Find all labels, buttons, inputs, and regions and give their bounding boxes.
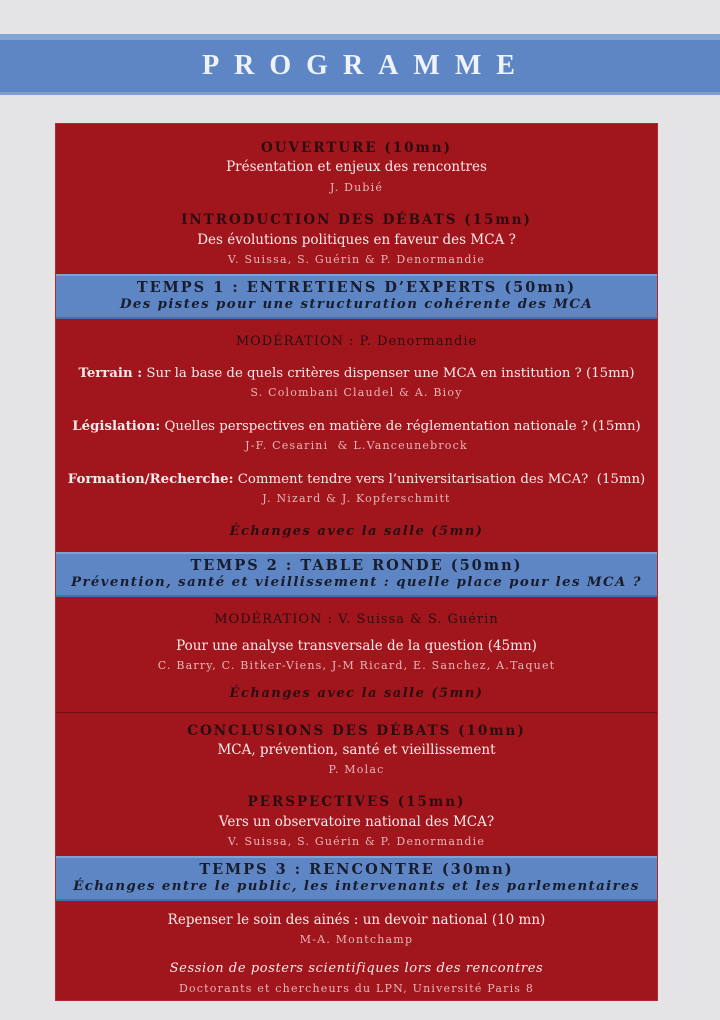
conclusions-heading: CONCLUSIONS DES DÉBATS (10mn): [187, 723, 526, 739]
temps2-moderation: MODÉRATION : V. Suissa & S. Guérin: [214, 612, 499, 627]
introduction-title: Des évolutions politiques en faveur des MCA ?: [197, 232, 516, 248]
temps1-title: TEMPS 1 : ENTRETIENS D’EXPERTS (50mn): [136, 279, 577, 296]
talk-text: Quelles perspectives en matière de réglementation nationale ? (15mn): [160, 419, 641, 434]
temps2-title: TEMPS 2 : TABLE RONDE (50mn): [190, 557, 523, 574]
conclusions-speakers: P. Molac: [328, 763, 385, 776]
perspectives-speakers: V. Suissa, S. Guérin & P. Denormandie: [227, 835, 486, 848]
temps1-terrain-speakers: S. Colombani Claudel & A. Bioy: [250, 386, 463, 399]
temps2-exchange: Échanges avec la salle (5mn): [229, 686, 484, 701]
page-title: PROGRAMME: [202, 50, 530, 81]
introduction-heading: INTRODUCTION DES DÉBATS (15mn): [181, 212, 532, 228]
poster-session-speakers: Doctorants et chercheurs du LPN, Université Paris 8: [178, 982, 535, 995]
temps2-bar: [56, 552, 657, 597]
opening-heading: OUVERTURE (10mn): [261, 140, 452, 156]
temps1-subtitle: Des pistes pour une structuration cohérente des MCA: [119, 297, 594, 312]
introduction-speakers: V. Suissa, S. Guérin & P. Denormandie: [227, 253, 486, 266]
temps1-formation-speakers: J. Nizard & J. Kopferschmitt: [262, 492, 451, 505]
talk-label: Législation:: [72, 419, 161, 434]
program-panel: [55, 123, 658, 1001]
opening-speakers: J. Dubié: [329, 181, 384, 194]
talk-label: Formation/Recherche:: [67, 472, 234, 487]
talk-label: Terrain :: [78, 366, 143, 381]
temps1-bar: [56, 274, 657, 319]
temps3-talk: Repenser le soin des ainés : un devoir national (10 mn): [167, 912, 546, 928]
opening-title: Présentation et enjeux des rencontres: [226, 159, 487, 175]
temps3-title: TEMPS 3 : RENCONTRE (30mn): [199, 861, 514, 878]
perspectives-title: Vers un observatoire national des MCA?: [218, 814, 495, 830]
temps1-talk-legislation: [56, 419, 657, 434]
temps1-talk-terrain: [56, 366, 657, 381]
section-divider: [56, 712, 657, 713]
temps2-speakers: C. Barry, C. Bitker-Viens, J-M Ricard, E. Sanchez, A.Taquet: [157, 659, 556, 672]
temps1-talk-formation: [56, 472, 657, 487]
temps3-subtitle: Échanges entre le public, les intervenants et les parlementaires: [73, 879, 640, 894]
temps3-speakers: M-A. Montchamp: [299, 933, 414, 946]
poster-session: Session de posters scientifiques lors des rencontres: [169, 961, 544, 976]
temps3-bar: [56, 856, 657, 901]
perspectives-heading: PERSPECTIVES (15mn): [247, 794, 466, 810]
temps1-legislation-speakers: J-F. Cesarini & L.Vanceunebrock: [245, 439, 468, 452]
title-banner: [0, 34, 720, 95]
temps1-moderation: MODÉRATION : P. Denormandie: [235, 334, 478, 349]
conclusions-title: MCA, prévention, santé et vieillissement: [217, 742, 496, 758]
temps2-subtitle: Prévention, santé et vieillissement : quelle place pour les MCA ?: [71, 575, 642, 590]
talk-text: Sur la base de quels critères dispenser une MCA en institution ? (15mn): [142, 366, 635, 381]
temps1-exchange: Échanges avec la salle (5mn): [229, 524, 484, 539]
temps2-talk: Pour une analyse transversale de la question (45mn): [176, 638, 537, 654]
talk-text: Comment tendre vers l’universitarisation des MCA? (15mn): [233, 472, 646, 487]
